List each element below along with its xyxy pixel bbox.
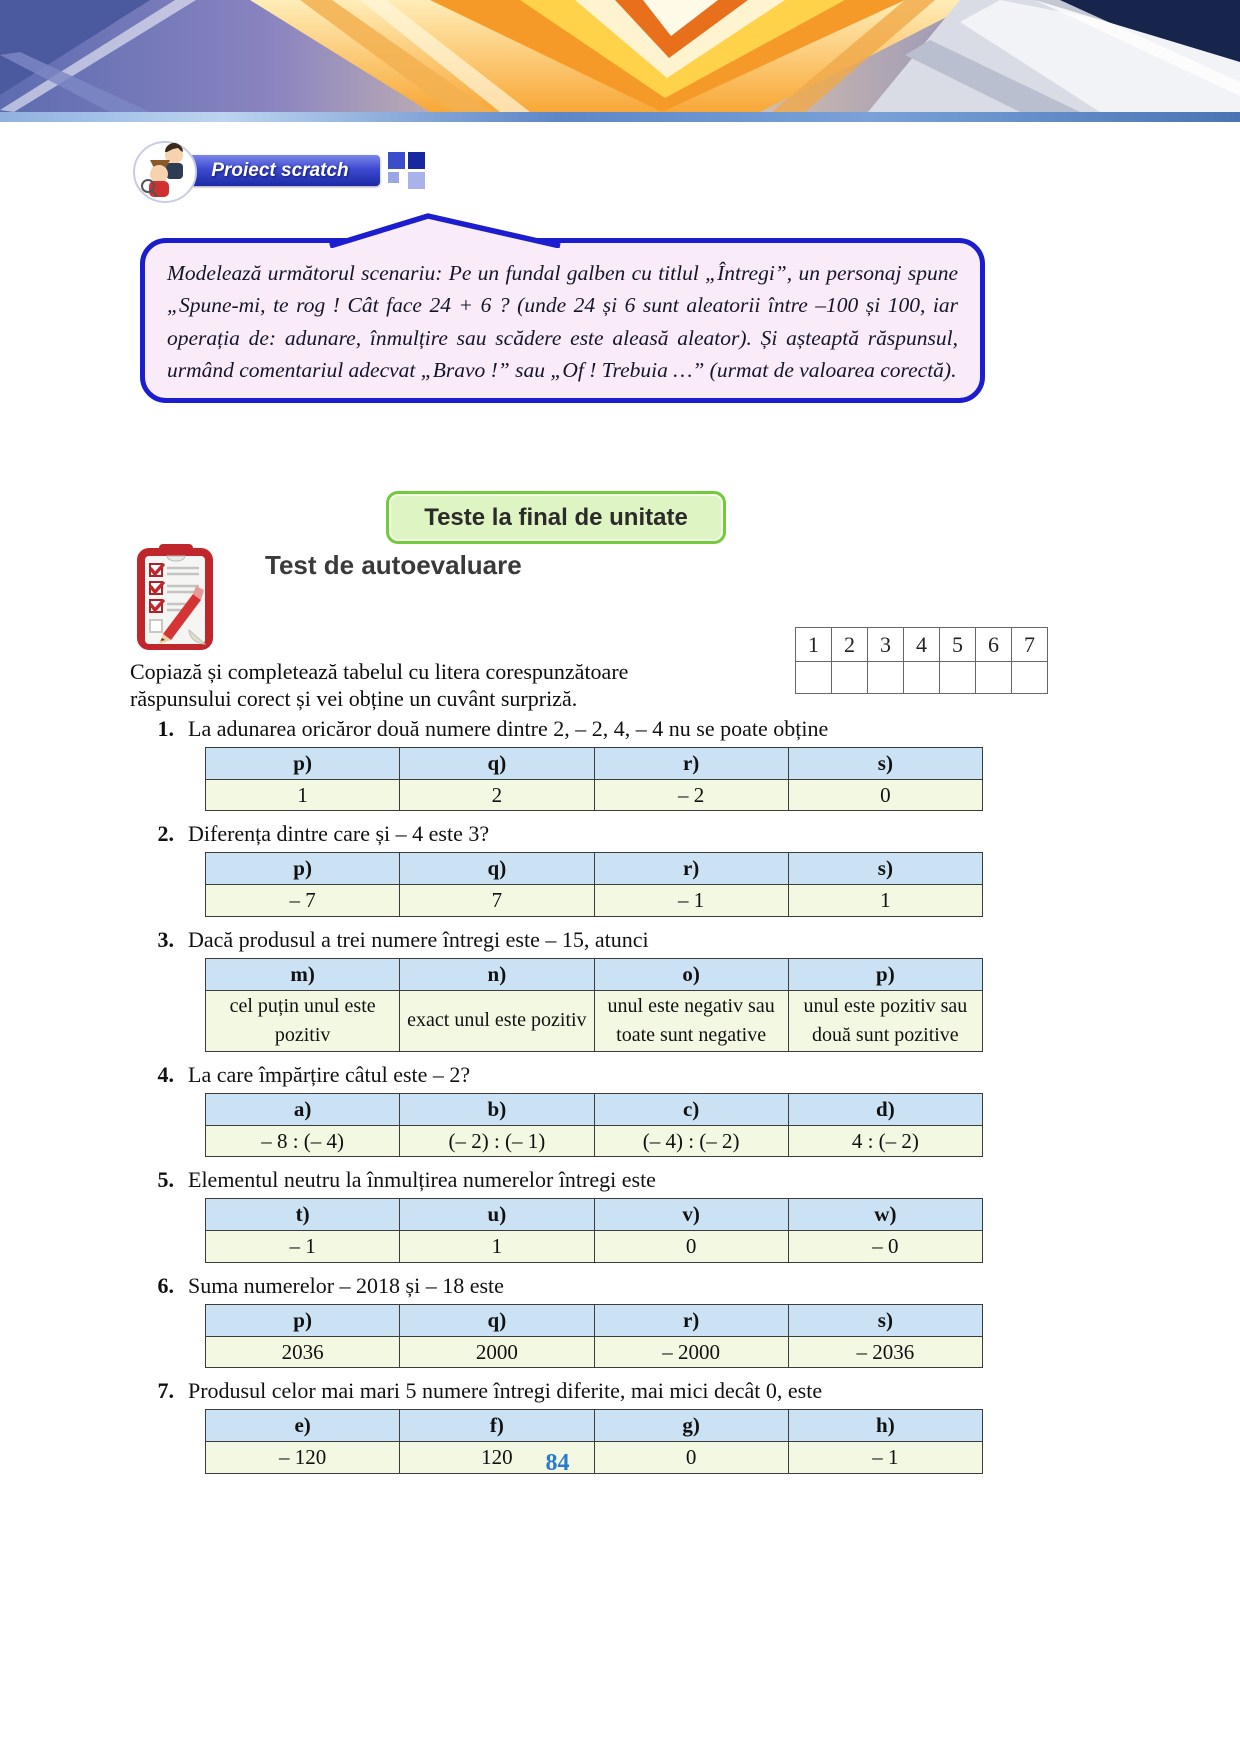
option-label-cell: s): [788, 1304, 982, 1336]
answer-grid-blank-cell: [976, 662, 1012, 694]
option-value-cell: 2000: [400, 1336, 594, 1367]
option-value-cell: – 8 : (– 4): [206, 1125, 400, 1156]
answer-grid-cell: 3: [868, 628, 904, 662]
hero-image: [0, 0, 1240, 112]
question-number: 4.: [157, 1061, 174, 1087]
option-value-cell: 120: [400, 1442, 594, 1473]
question-text: La care împărțire câtul este – 2?: [188, 1061, 471, 1087]
option-values-row: [206, 990, 983, 1051]
option-value-cell: 4 : (– 2): [788, 1125, 982, 1156]
question-number: 5.: [157, 1167, 174, 1193]
question-line: [130, 821, 985, 847]
option-values-row: [206, 1336, 983, 1367]
option-labels-row: [206, 748, 983, 780]
answer-grid-blank-cell: [832, 662, 868, 694]
question-number: 6.: [157, 1272, 174, 1298]
scratch-banner-label: Proiect scratch: [211, 159, 349, 181]
option-value-cell: unul este negativ sau toate sunt negative: [594, 990, 788, 1051]
option-value-cell: – 0: [788, 1231, 982, 1262]
question-text: Elementul neutru la înmulțirea numerelor întregi este: [188, 1167, 656, 1193]
answer-grid-cell: 1: [796, 628, 832, 662]
option-label-cell: a): [206, 1093, 400, 1125]
answer-options-table: [205, 1198, 983, 1262]
option-label-cell: v): [594, 1199, 788, 1231]
option-value-cell: 1: [788, 885, 982, 916]
option-value-cell: – 1: [206, 1231, 400, 1262]
answer-grid-cell: 2: [832, 628, 868, 662]
option-value-cell: 1: [400, 1231, 594, 1262]
pixel-decoration: [388, 150, 432, 196]
question-line: [130, 1273, 985, 1299]
question-text: Produsul celor mai mari 5 numere întregi diferite, mai mici decât 0, este: [188, 1378, 823, 1404]
questions-list: [130, 716, 985, 1484]
option-label-cell: n): [400, 958, 594, 990]
option-value-cell: (– 2) : (– 1): [400, 1125, 594, 1156]
option-label-cell: s): [788, 748, 982, 780]
option-labels-row: [206, 958, 983, 990]
hero-divider-bar: [0, 112, 1240, 122]
option-label-cell: m): [206, 958, 400, 990]
page-number: 84: [545, 1450, 570, 1476]
question-block: [130, 1273, 985, 1368]
answer-grid-header-row: [796, 628, 1048, 662]
option-label-cell: q): [400, 853, 594, 885]
characters-icon: [132, 138, 200, 204]
option-value-cell: – 2000: [594, 1336, 788, 1367]
option-value-cell: – 7: [206, 885, 400, 916]
question-text: Dacă produsul a trei numere întregi este – 15, atunci: [188, 926, 649, 952]
question-block: [130, 1062, 985, 1157]
question-line: [130, 1378, 985, 1404]
question-text: Suma numerelor – 2018 și – 18 este: [188, 1272, 504, 1298]
option-values-row: [206, 885, 983, 916]
option-label-cell: r): [594, 853, 788, 885]
unit-tests-banner: [386, 491, 726, 544]
option-values-row: [206, 780, 983, 811]
option-label-cell: u): [400, 1199, 594, 1231]
bubble-body: [140, 238, 985, 403]
option-value-cell: – 2036: [788, 1336, 982, 1367]
question-block: [130, 1167, 985, 1262]
option-label-cell: q): [400, 1304, 594, 1336]
option-labels-row: [206, 1410, 983, 1442]
option-value-cell: 0: [594, 1442, 788, 1473]
answer-grid-cell: 7: [1012, 628, 1048, 662]
option-label-cell: h): [788, 1410, 982, 1442]
answer-grid-cell: 6: [976, 628, 1012, 662]
question-line: [130, 1167, 985, 1193]
option-label-cell: p): [206, 853, 400, 885]
question-block: [130, 716, 985, 811]
option-label-cell: q): [400, 748, 594, 780]
test-title: Test de autoevaluare: [265, 550, 522, 580]
answer-grid-cell: 5: [940, 628, 976, 662]
question-line: [130, 927, 985, 953]
option-labels-row: [206, 1304, 983, 1336]
option-value-cell: 2036: [206, 1336, 400, 1367]
option-label-cell: p): [788, 958, 982, 990]
option-value-cell: – 120: [206, 1442, 400, 1473]
option-labels-row: [206, 1199, 983, 1231]
answer-options-table: [205, 1093, 983, 1157]
clipboard-icon: [133, 542, 219, 654]
bubble-tail: [140, 206, 985, 248]
option-value-cell: – 1: [788, 1442, 982, 1473]
question-number: 2.: [157, 821, 174, 847]
option-value-cell: – 1: [594, 885, 788, 916]
option-label-cell: s): [788, 853, 982, 885]
option-value-cell: 7: [400, 885, 594, 916]
option-label-cell: r): [594, 748, 788, 780]
option-label-cell: w): [788, 1199, 982, 1231]
answer-options-table: [205, 852, 983, 916]
option-value-cell: – 2: [594, 780, 788, 811]
option-values-row: [206, 1231, 983, 1262]
option-value-cell: 0: [788, 780, 982, 811]
question-text: La adunarea oricăror două numere dintre 2, – 2, 4, – 4 nu se poate obține: [188, 716, 829, 741]
question-text: Diferența dintre care și – 4 este 3?: [188, 821, 490, 847]
unit-tests-banner-label: Teste la final de unitate: [424, 503, 688, 531]
answer-grid-empty-row: [796, 662, 1048, 694]
option-label-cell: p): [206, 1304, 400, 1336]
answer-grid-table: [795, 627, 1048, 694]
option-label-cell: g): [594, 1410, 788, 1442]
test-intro-text: Copiază și completează tabelul cu litera corespunzătoare răspunsului corect și vei obține un cuvânt surpriză.: [130, 659, 629, 711]
option-value-cell: exact unul este pozitiv: [400, 990, 594, 1051]
question-block: [130, 821, 985, 916]
answer-grid-blank-cell: [796, 662, 832, 694]
question-line: [130, 716, 985, 742]
option-value-cell: 2: [400, 780, 594, 811]
option-values-row: [206, 1125, 983, 1156]
option-label-cell: c): [594, 1093, 788, 1125]
scratch-banner-bar: [180, 155, 380, 186]
option-label-cell: p): [206, 748, 400, 780]
question-number: 3.: [157, 926, 174, 952]
option-labels-row: [206, 853, 983, 885]
option-label-cell: f): [400, 1410, 594, 1442]
question-block: [130, 927, 985, 1052]
answer-grid-blank-cell: [1012, 662, 1048, 694]
answer-options-table: [205, 1304, 983, 1368]
question-line: [130, 1062, 985, 1088]
option-value-cell: cel puțin unul este pozitiv: [206, 990, 400, 1051]
option-label-cell: e): [206, 1410, 400, 1442]
option-labels-row: [206, 1093, 983, 1125]
option-value-cell: (– 4) : (– 2): [594, 1125, 788, 1156]
option-label-cell: b): [400, 1093, 594, 1125]
hero-abstract-art: [0, 0, 1240, 112]
scratch-task-bubble: [140, 206, 985, 403]
question-number: 7.: [157, 1378, 174, 1404]
option-label-cell: t): [206, 1199, 400, 1231]
answer-grid-cell: 4: [904, 628, 940, 662]
option-value-cell: 1: [206, 780, 400, 811]
answer-options-table: [205, 958, 983, 1052]
option-label-cell: r): [594, 1304, 788, 1336]
option-label-cell: o): [594, 958, 788, 990]
question-number: 1.: [157, 716, 174, 741]
scratch-task-text: Modelează următorul scenariu: Pe un fundal galben cu titlul „Întregi”, un personaj spune „Spune-mi, te rog ! Cât face 24 + 6 ? (unde 24 și 6 sunt aleatorii între –100 și 100, iar operația de: adunare, înmulțire sau scădere este aleasă aleator). Și așteaptă răspunsul, urmând comentariul adecvat „Bravo !” sau „Of ! Trebuia …” (urmat de valoarea corectă).: [167, 261, 958, 382]
option-label-cell: d): [788, 1093, 982, 1125]
answer-grid-blank-cell: [940, 662, 976, 694]
answer-grid-blank-cell: [868, 662, 904, 694]
answer-options-table: [205, 747, 983, 811]
option-value-cell: 0: [594, 1231, 788, 1262]
option-value-cell: unul este pozitiv sau două sunt pozitive: [788, 990, 982, 1051]
answer-grid-blank-cell: [904, 662, 940, 694]
